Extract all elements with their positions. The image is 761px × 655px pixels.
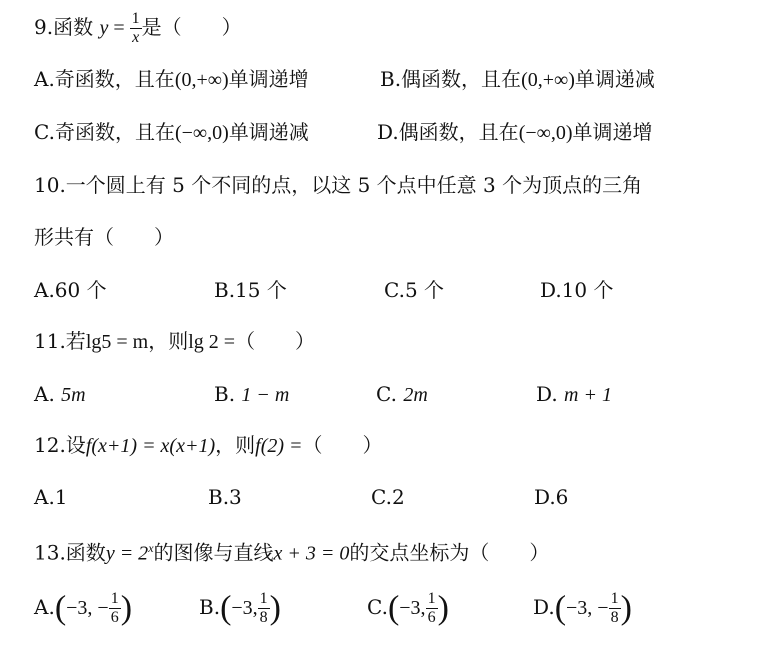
q11-optC-label: C.: [376, 382, 397, 406]
q11-option-d: [536, 381, 612, 408]
q12-condition: f(x+1) = x(x+1): [85, 435, 216, 457]
q11-label: 11.若: [34, 329, 86, 353]
q11-option-b: [214, 381, 289, 408]
q13-optA-fraction: [109, 590, 121, 627]
q13-optA-den: 6: [110, 609, 119, 626]
q13-optD-fraction: [609, 590, 621, 627]
q11-optB-value: 1 − m: [241, 384, 290, 406]
q9-optA-tail: 单调递增: [228, 67, 309, 91]
left-paren: (: [387, 589, 400, 627]
q12-label: 12.设: [34, 433, 86, 457]
q9-eq: =: [108, 17, 130, 39]
q13-optD-num: 1: [610, 590, 619, 607]
q12-mid: ，则: [215, 433, 256, 457]
right-paren: ): [620, 589, 632, 627]
q13-optA-label: A.: [34, 595, 55, 619]
q9-optD-text: D.偶函数，且在: [377, 120, 519, 144]
q12-expression: f(2) =: [255, 435, 303, 457]
q13-tail: 的交点坐标为（ ）: [349, 540, 550, 565]
q9-optA-text: A.奇函数，且在: [34, 67, 175, 91]
q13-optD-den: 8: [610, 609, 619, 626]
q9-optA-interval: (0,+∞): [174, 69, 229, 91]
q13-optC-fraction: [426, 590, 438, 627]
q11-optC-value: 2m: [403, 384, 428, 406]
q9-optB-text: B.偶函数，且在: [380, 67, 522, 91]
q9-lhs: y: [99, 17, 109, 39]
q11-tail: （ ）: [235, 329, 316, 353]
q9-den: x: [132, 29, 140, 46]
q9-optB-interval: (0,+∞): [521, 69, 575, 91]
q9-optD-interval: (−∞,0): [518, 122, 573, 144]
q10-option-b: B.15 个: [214, 278, 287, 302]
q13-optA-num: 1: [110, 590, 119, 607]
q13-option-b: [199, 586, 281, 629]
q9-optC-text: C.奇函数，且在: [34, 120, 175, 144]
q13-optC-label: C.: [367, 595, 388, 619]
q11-optB-label: B.: [214, 382, 236, 406]
q10-option-c: C.5 个: [384, 278, 445, 302]
q12-option-d: D.6: [534, 485, 569, 509]
q13-function: y = 2: [105, 542, 149, 565]
q13-option-c: [367, 586, 449, 629]
q9-option-a: [34, 66, 309, 93]
q13-optB-num: 1: [259, 590, 268, 607]
right-paren: ): [269, 589, 281, 627]
q11-mid: ，则: [148, 329, 189, 353]
left-paren: (: [554, 589, 567, 627]
q9-num: 1: [131, 10, 140, 27]
q12-option-a: A.1: [34, 485, 68, 509]
q13-optA-pre: −3, −: [66, 597, 109, 619]
q9-tail: 是（ ）: [141, 15, 242, 39]
q9-stem: [34, 10, 242, 47]
q12-option-b: B.3: [208, 485, 242, 509]
q10-option-d: D.10 个: [540, 278, 614, 302]
q13-label: 13.函数: [34, 540, 106, 565]
q12-option-c: C.2: [371, 485, 405, 509]
q11-optD-value: m + 1: [564, 384, 612, 406]
q9-optC-tail: 单调递减: [228, 120, 309, 144]
q11-condition: lg5 = m: [85, 331, 149, 353]
q13-mid: 的图像与直线: [153, 540, 274, 565]
q13-stem: [34, 535, 549, 567]
q9-optD-tail: 单调递增: [572, 120, 653, 144]
q9-fraction: [130, 10, 142, 47]
q10-stem-line2: 形共有（ ）: [34, 225, 174, 249]
q13-option-d: [533, 586, 632, 629]
q10-stem-line1: 10.一个圆上有 5 个不同的点，以这 5 个点中任意 3 个为顶点的三角: [34, 173, 643, 197]
q12-stem: [34, 432, 383, 459]
q9-option-b: [380, 66, 655, 93]
q13-optB-fraction: [258, 590, 270, 627]
right-paren: ): [437, 589, 449, 627]
q13-exponent: x: [148, 541, 154, 555]
q11-option-c: [376, 381, 428, 408]
q11-stem: [34, 328, 315, 355]
q9-label: 9.函数: [34, 15, 94, 39]
q11-optD-label: D.: [536, 382, 558, 406]
q12-tail: （ ）: [302, 433, 383, 457]
q9-optB-tail: 单调递减: [574, 67, 655, 91]
q10-option-a: A.60 个: [34, 278, 107, 302]
q13-optC-num: 1: [427, 590, 436, 607]
q9-option-d: [377, 119, 653, 146]
q11-optA-label: A.: [34, 382, 55, 406]
q11-expression: lg 2 =: [188, 331, 236, 353]
q9-option-c: [34, 119, 309, 146]
right-paren: ): [120, 589, 133, 627]
q13-optC-den: 6: [427, 609, 436, 626]
q13-optB-den: 8: [259, 609, 268, 626]
left-paren: (: [220, 589, 232, 627]
q13-optD-pre: −3, −: [566, 597, 609, 619]
q13-line-equation: x + 3 = 0: [273, 542, 350, 565]
q11-optA-value: 5m: [61, 384, 86, 406]
q11-option-a: [34, 381, 86, 408]
q13-optC-pre: −3,: [399, 597, 426, 619]
q13-optB-label: B.: [199, 595, 221, 619]
q13-optB-pre: −3,: [231, 597, 258, 619]
q9-optC-interval: (−∞,0): [174, 122, 229, 144]
q13-option-a: [34, 586, 132, 629]
left-paren: (: [54, 589, 67, 627]
q13-optD-label: D.: [533, 595, 555, 619]
